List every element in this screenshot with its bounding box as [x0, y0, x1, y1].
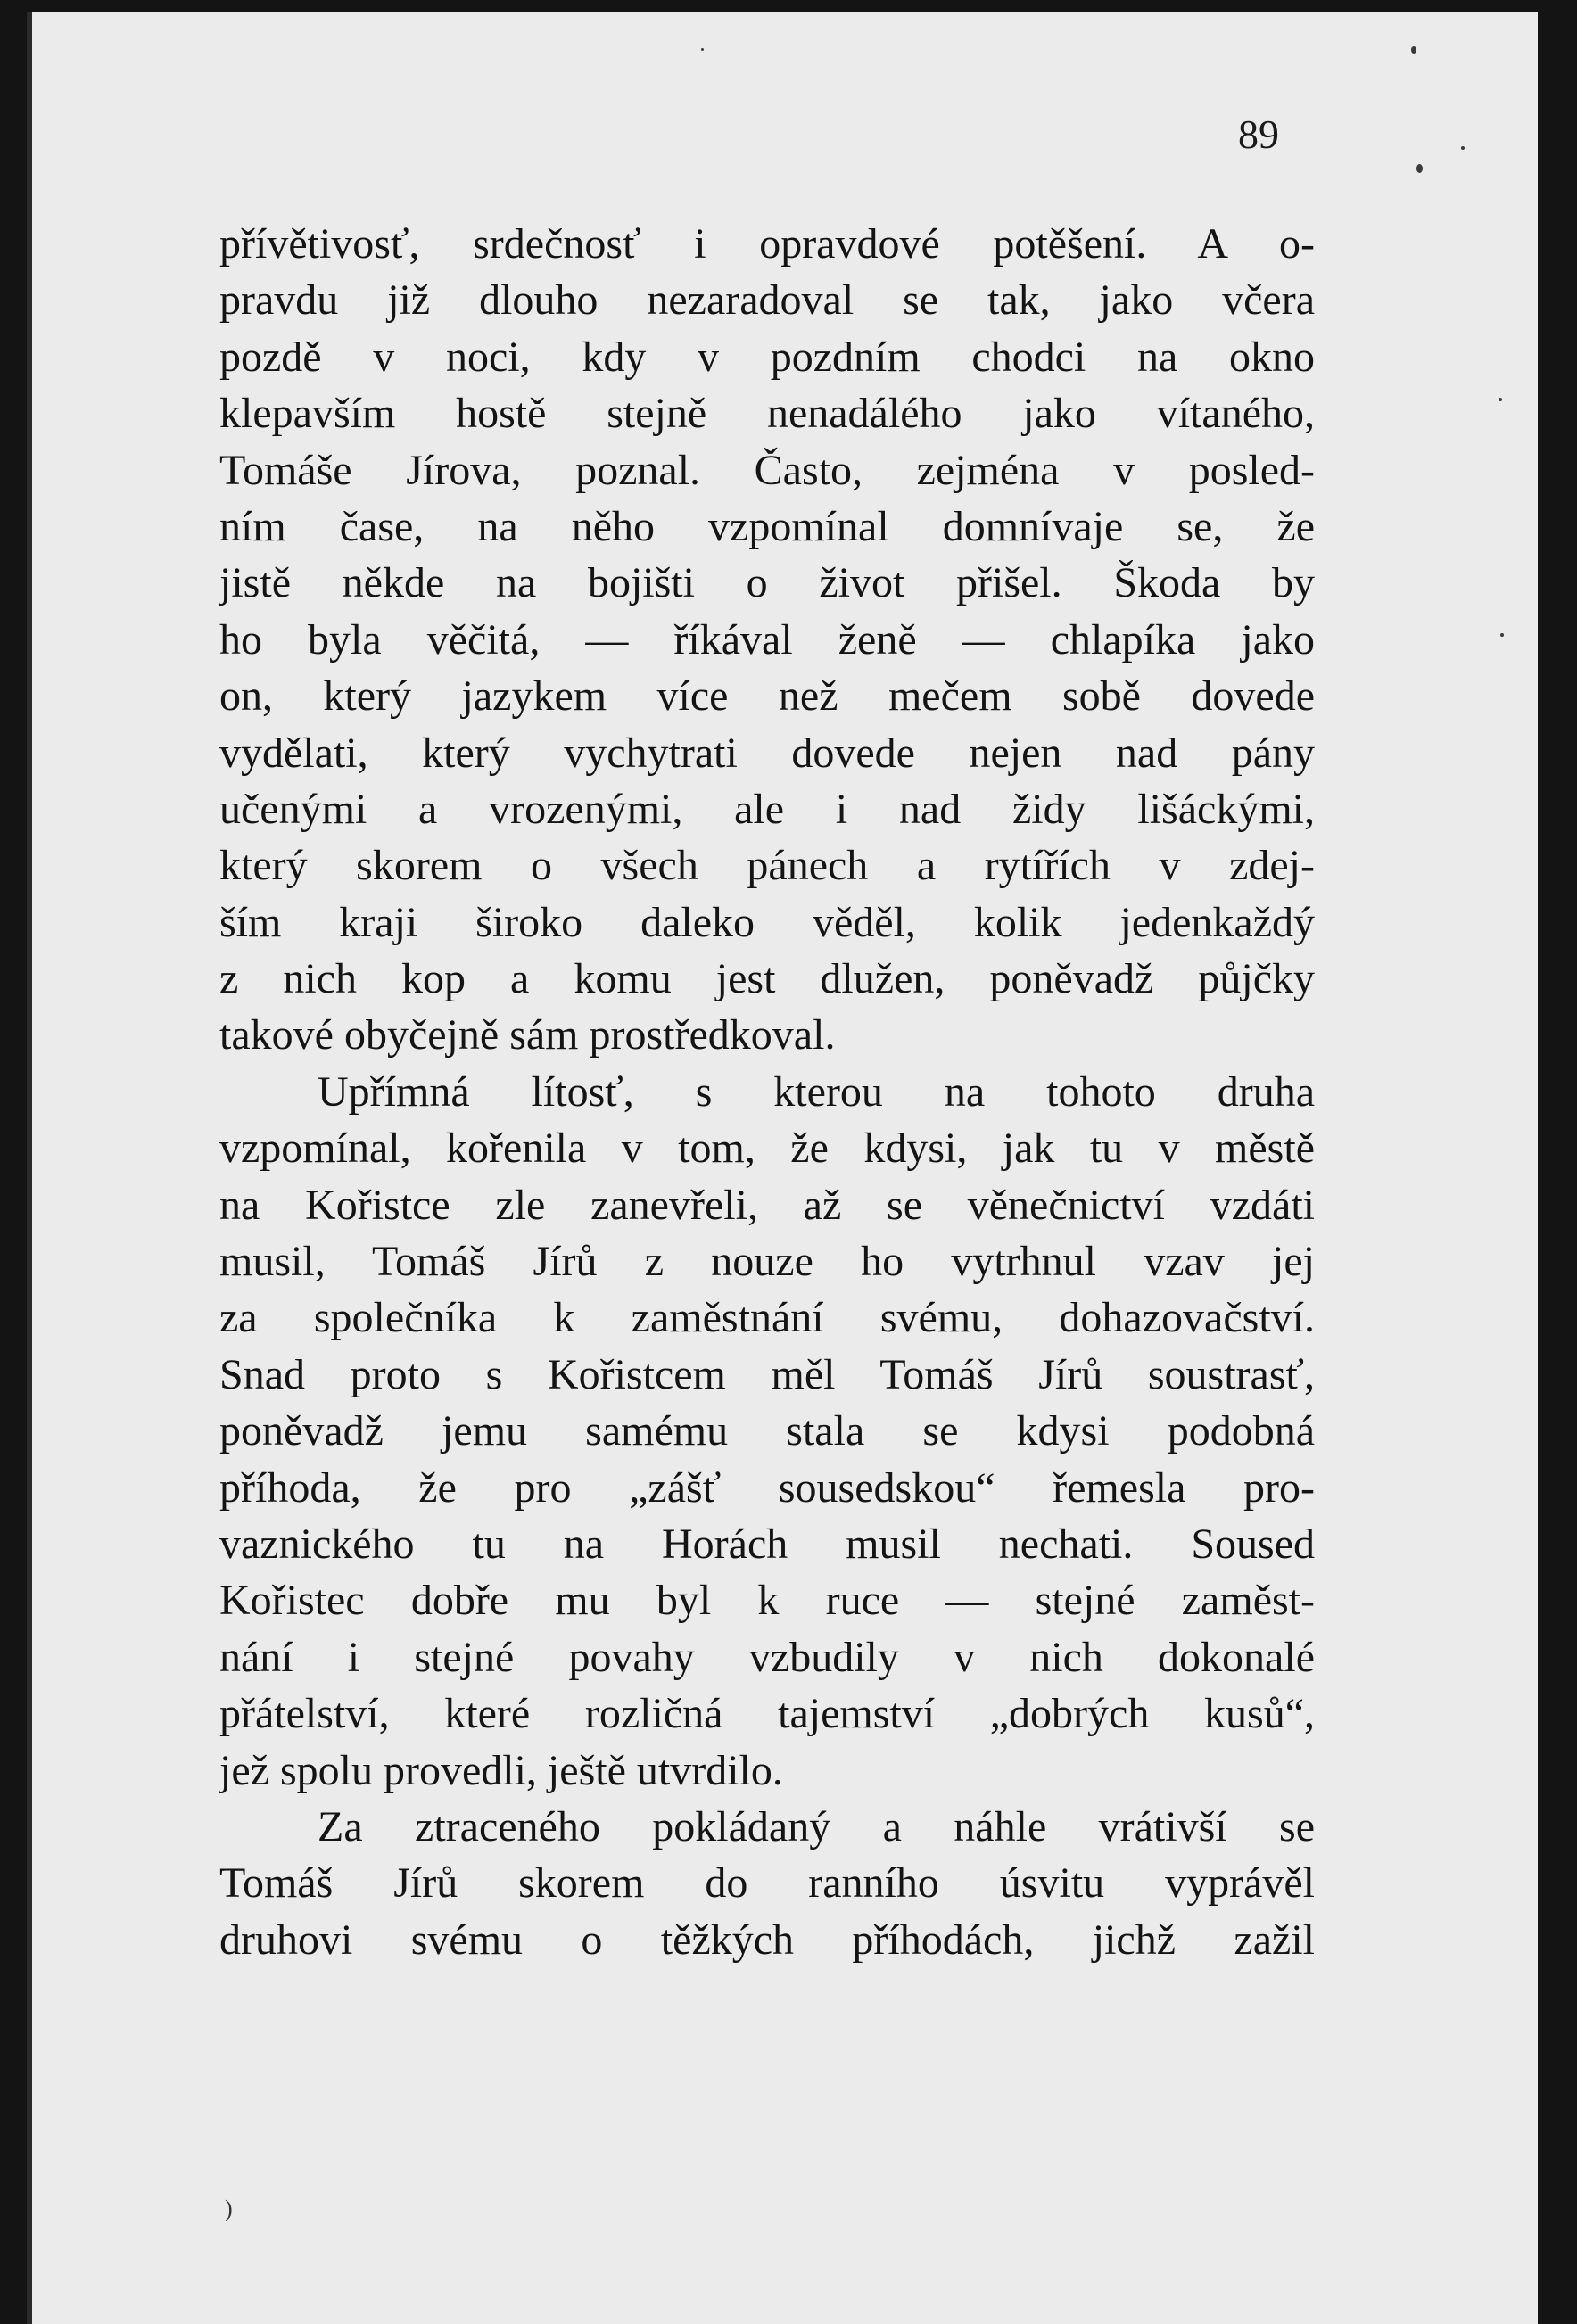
text-line: klepavším hostě stejně nenadálého jako vítaného, — [219, 390, 1315, 438]
text-line: on, který jazykem více než mečem sobě dovede — [219, 672, 1315, 721]
text-line: na Kořistce zle zanevřeli, až se věnečnictví vzdáti — [219, 1181, 1315, 1229]
text-line: který skorem o všech pánech a rytířích v zdej- — [219, 842, 1315, 890]
text-line: Tomáš Jírů skorem do ranního úsvitu vyprávěl — [219, 1859, 1315, 1908]
text-line: ním čase, na něho vzpomínal domnívaje se, že — [219, 502, 1315, 550]
text-line: poněvadž jemu samému stala se kdysi podobná — [219, 1407, 1315, 1455]
text-line: vaznického tu na Horách musil nechati. Soused — [219, 1520, 1315, 1568]
scan-speck — [1499, 398, 1502, 401]
scan-speck — [1416, 164, 1423, 173]
text-line: takové obyčejně sám prostředkoval. — [219, 1011, 836, 1059]
text-line: Snad proto s Kořistcem měl Tomáš Jírů soustrasť, — [219, 1350, 1315, 1398]
scan-speck — [1461, 146, 1465, 150]
paragraph-2 — [219, 1064, 1315, 1799]
text-line: Upřímná lítosť, s kterou na tohoto druha — [318, 1067, 1315, 1116]
text-line: jež spolu provedli, ještě utvrdilo. — [219, 1746, 783, 1794]
paragraph-1 — [219, 216, 1315, 1064]
text-line: přátelství, které rozličná tajemství „dobrých kusů“, — [219, 1690, 1315, 1738]
text-line: druhovi svému o těžkých příhodách, jichž zažil — [219, 1916, 1315, 1964]
page-edge-shadow — [27, 12, 32, 2324]
book-page — [27, 12, 1538, 2324]
text-line: za společníka k zaměstnání svému, dohazovačství. — [219, 1294, 1315, 1342]
page-body — [219, 216, 1315, 1968]
footer-mark: ) — [225, 2196, 233, 2221]
scan-speck — [1411, 46, 1416, 54]
text-line: jistě někde na bojišti o život přišel. Škoda by — [219, 559, 1315, 607]
scan-speck — [1500, 633, 1504, 637]
paragraph-3 — [219, 1799, 1315, 1968]
text-line: Za ztraceného pokládaný a náhle vrátivší se — [318, 1802, 1315, 1850]
text-line: příhoda, že pro „zášť sousedskou“ řemesla pro- — [219, 1463, 1315, 1512]
text-line: Tomáše Jírova, poznal. Často, zejména v posled- — [219, 446, 1315, 494]
text-line: musil, Tomáš Jírů z nouze ho vytrhnul vzav jej — [219, 1238, 1315, 1286]
text-line: přívětivosť, srdečnosť i opravdové potěšení. A o- — [219, 220, 1315, 268]
text-line: ším kraji široko daleko věděl, kolik jedenkaždý — [219, 898, 1315, 946]
page-number: 89 — [1238, 111, 1279, 157]
text-line: z nich kop a komu jest dlužen, poněvadž půjčky — [219, 955, 1315, 1003]
text-line: Kořistec dobře mu byl k ruce — stejné zaměst- — [219, 1577, 1315, 1625]
text-line: ho byla věčitá, — říkával ženě — chlapíka jako — [219, 615, 1315, 663]
scan-speck — [701, 48, 704, 51]
text-line: pozdě v noci, kdy v pozdním chodci na okno — [219, 333, 1315, 381]
text-line: vzpomínal, kořenila v tom, že kdysi, jak tu v městě — [219, 1125, 1315, 1173]
text-line: nání i stejné povahy vzbudily v nich dokonalé — [219, 1633, 1315, 1681]
text-line: vydělati, který vychytrati dovede nejen nad pány — [219, 729, 1315, 777]
text-line: učenými a vrozenými, ale i nad židy lišáckými, — [219, 785, 1315, 833]
text-line: pravdu již dlouho nezaradoval se tak, jako včera — [219, 276, 1315, 325]
